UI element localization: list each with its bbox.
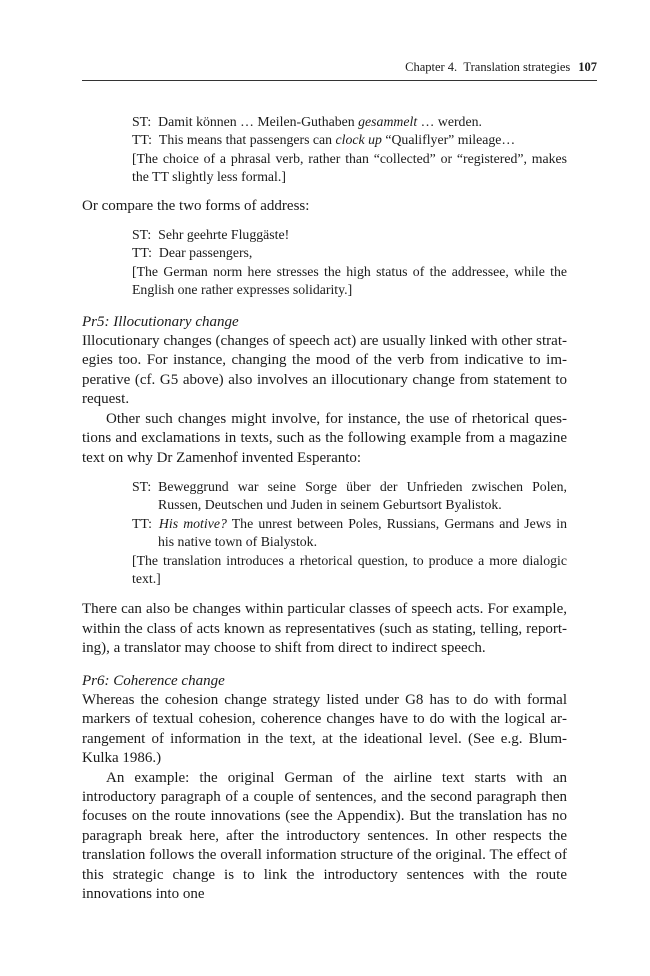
example-block-2 (132, 226, 567, 300)
header-rule (82, 80, 597, 81)
example-note: [The choice of a phrasal verb, rather than “collected” or “registered”, makes the TT slightly less formal.] (132, 150, 567, 185)
example-tt-line: TT: Dear passengers, (132, 245, 253, 261)
example-st-line: ST: Damit können … Meilen-Guthaben gesammelt … werden. (132, 114, 482, 129)
page-body (82, 113, 567, 904)
paragraph-pr6-1: Whereas the cohesion change strategy listed under G8 has to do with formal markers of textual cohesion, coherence changes have to do with the logical arrangement of information in the text, at the ideational level. (See e.g. Blum-Kulka 1986.) (82, 691, 567, 767)
example-tt-line: TT: His motive? The unrest between Poles, Russians, Germans and Jews in his native town of Bialystok. (132, 515, 567, 550)
paragraph-pr5-1: Illocutionary changes (changes of speech act) are usually linked with other strategies too. For instance, changing the mood of the verb from indicative to imperative (cf. G5 above) also involves an illocutionary change from statement to request. (82, 333, 567, 408)
chapter-title: Chapter 4. Translation strategies (405, 60, 571, 74)
paragraph-pr5-2: Other such changes might involve, for instance, the use of rhetorical questions and exclamations in texts, such as the following example from a magazine text on why Dr Zamenhof invented Esperanto: (82, 410, 567, 466)
page-number: 107 (578, 60, 597, 74)
section-heading-pr5: Pr5: Illocutionary change (82, 313, 239, 330)
paragraph-speech-acts: There can also be changes within particular classes of speech acts. For example, within the class of acts known as representatives (such as stating, telling, reporting), a translator may choose to shift from direct to indirect speech. (82, 601, 567, 657)
example-note: [The translation introduces a rhetorical question, to produce a more dialogic text.] (132, 552, 567, 586)
example-note: [The German norm here stresses the high status of the addressee, while the English one rather expresses solidarity.] (132, 263, 567, 298)
section-heading-pr6: Pr6: Coherence change (82, 672, 225, 689)
example-tt-line: TT: This means that passengers can clock up “Qualiflyer” mileage… (132, 132, 516, 148)
example-block-1 (132, 113, 567, 187)
example-block-3 (132, 478, 567, 588)
paragraph-compare: Or compare the two forms of address: (82, 197, 310, 214)
example-st-line: ST: Sehr geehrte Fluggäste! (132, 227, 290, 243)
running-header (82, 58, 597, 76)
paragraph-pr6-2: An example: the original German of the airline text starts with an introductory paragraph of a couple of sentences, and the second paragraph then focuses on the route innovations (see the Appendix). But the translation has no paragraph break here, after the introductory sentences. In other respects the translation follows the overall information structure of the original. The effect of this strategic change is to link the introductory sentences with the route innovations into one (82, 769, 567, 903)
example-st-line: ST: Beweggrund war seine Sorge über der Unfrieden zwischen Polen, Russen, Deutschen und Juden in seinem Geburtsort Byalistok. (132, 478, 567, 513)
